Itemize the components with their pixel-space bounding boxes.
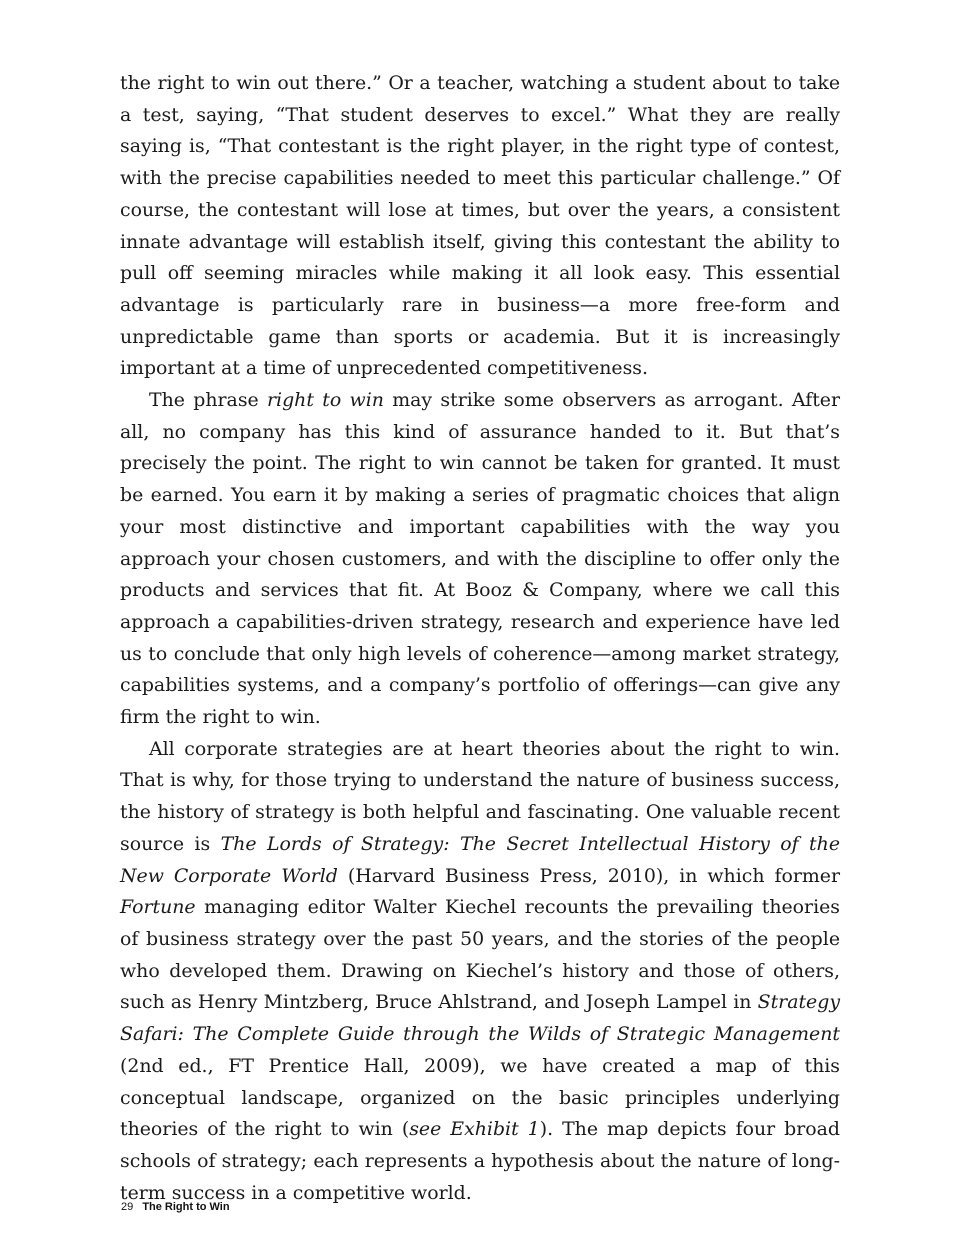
paragraph-2-text-b: may strike some observers as arrogant. After all, no company has this kind of assurance handed to it. But that’s precisely the point. The right to win cannot be taken for granted. It must be earned. You earn it by making a series of pragmatic choices that align your most distinctive and important capabilities with the way you approach your chosen customers, and with the discipline to offer only the products and services that fit. At Booz & Company, where we call this approach a capabilities-driven strategy, research and experience have led us to conclude that only high levels of coherence—among market strategy, capabilities systems, and a company’s portfolio of offerings—can give any firm the right to win. [120, 389, 840, 729]
paragraph-2-text-a: The phrase [149, 389, 268, 412]
book-title-lords-of-strategy: The Lords of Strategy: The Secret Intellectual History of the New Corporate World [120, 832, 840, 887]
page-footer [121, 1201, 230, 1213]
paragraph-3-text-e: ). The map depicts four broad schools of strategy; each represents a hypothesis about the nature of long-term success in a competitive world. [120, 1118, 840, 1204]
book-title-strategy-safari: Strategy Safari: The Complete Guide through the Wilds of Strategic Management [120, 991, 840, 1046]
paragraph-3 [120, 734, 840, 1210]
article-body [120, 68, 840, 1209]
running-title: The Right to Win [142, 1201, 230, 1213]
exhibit-reference: see Exhibit 1 [409, 1118, 540, 1141]
paragraph-1: the right to win out there.” Or a teacher, watching a student about to take a test, saying, “That student deserves to excel.” What they are really saying is, “That contestant is the right player, in the right type of contest, with the precise capabilities needed to meet this particular challenge.” Of course, the contestant will lose at times, but over the years, a consistent innate advantage will establish itself, giving this contestant the ability to pull off seeming miracles while making it all look easy. This essential advantage is particularly rare in business—a more free-form and unpredictable game than sports or academia. But it is increasingly important at a time of unprecedented competitiveness. [120, 72, 840, 380]
paragraph-3-text-b: (Harvard Business Press, 2010), in which former [337, 864, 840, 887]
page-number: 29 [121, 1201, 134, 1213]
paragraph-3-text-a: All corporate strategies are at heart theories about the right to win. That is why, for those trying to understand the nature of business success, the history of strategy is both helpful and fascinating. One valuable recent source is [120, 737, 840, 855]
paragraph-2 [120, 385, 840, 734]
paragraph-3-text-d: (2nd ed., FT Prentice Hall, 2009), we have created a map of this conceptual landscape, organized on the basic principles underlying theories of the right to win ( [120, 1054, 840, 1141]
right-to-win-phrase: right to win [267, 389, 384, 412]
magazine-title-fortune: Fortune [120, 896, 196, 919]
paragraph-3-text-c: managing editor Walter Kiechel recounts the prevailing theories of business strategy over the past 50 years, and the stories of the people who developed them. Drawing on Kiechel’s history and those of others, such as Henry Mintzberg, Bruce Ahlstrand, and Joseph Lampel in [120, 896, 840, 1014]
